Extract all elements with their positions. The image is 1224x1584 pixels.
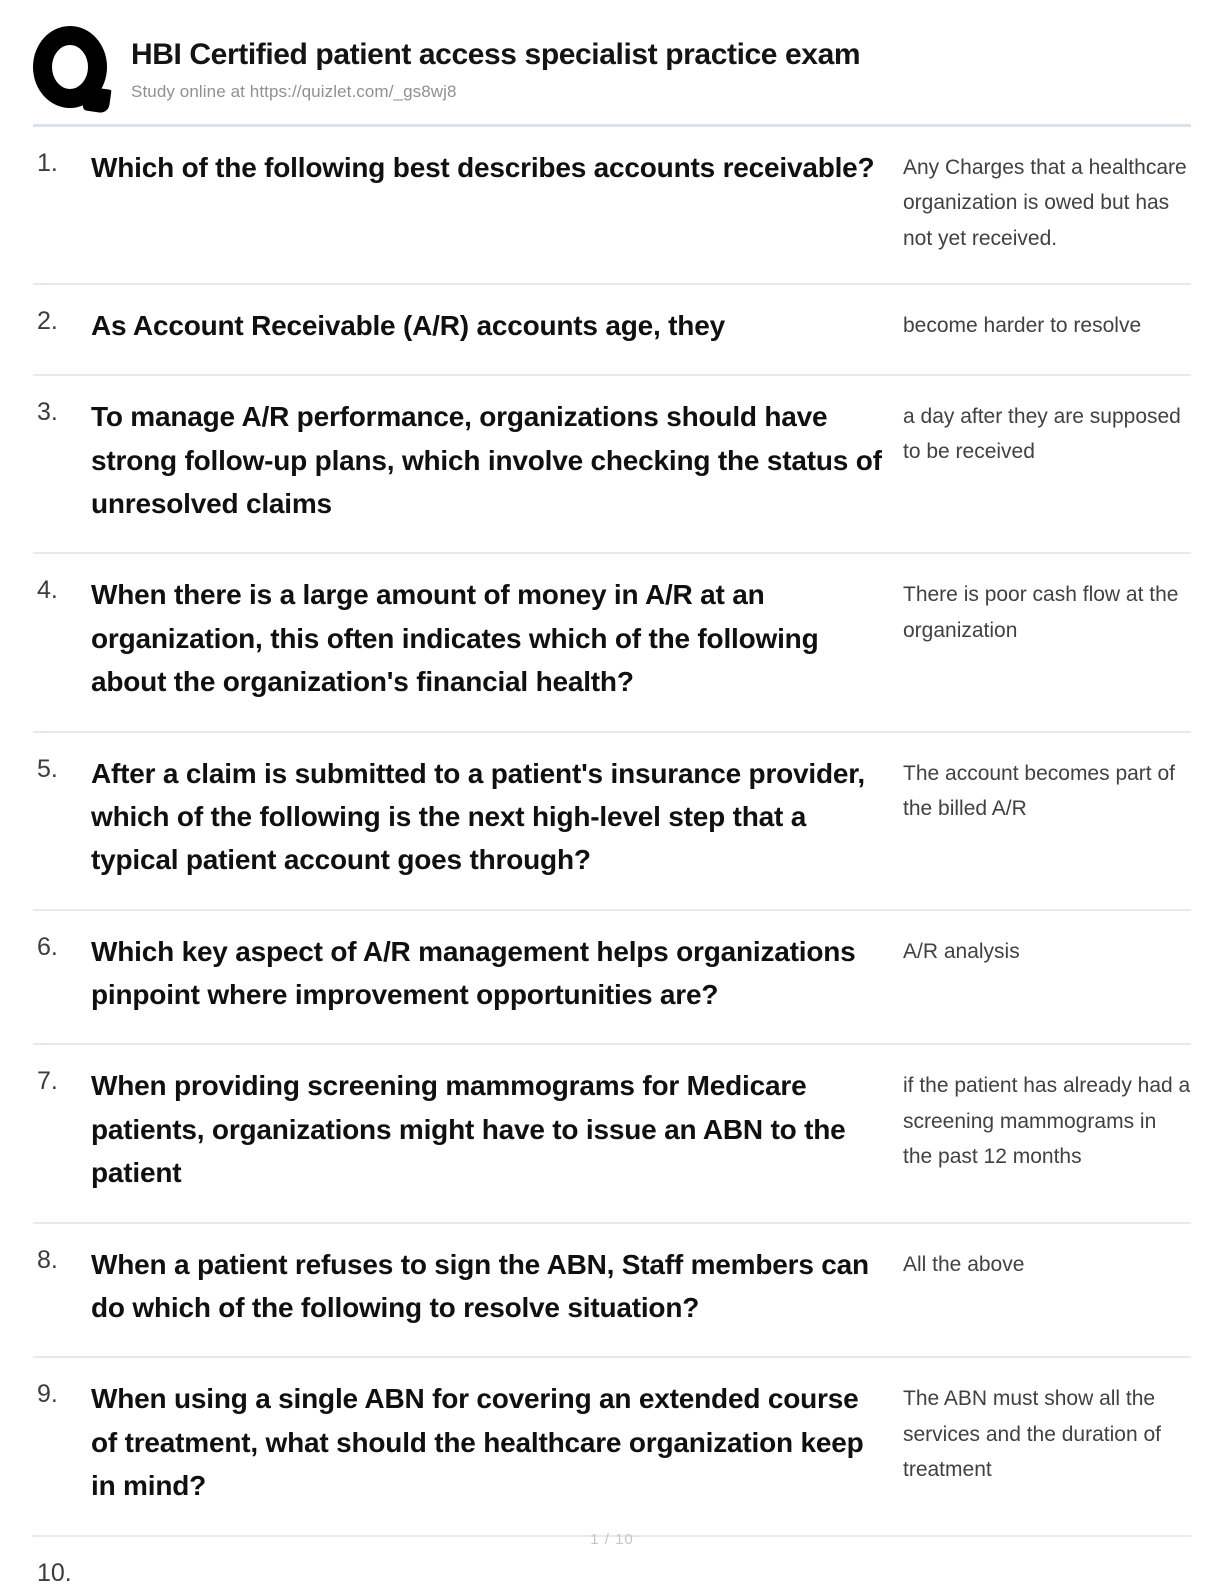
question-number: 1. <box>37 149 58 177</box>
question-text: To manage A/R performance, organizations should have strong follow-up plans, which involve checking the status of unresolved claims <box>91 401 882 519</box>
question-number: 2. <box>37 306 58 335</box>
question-number: 6. <box>37 932 58 961</box>
question-text: As Account Receivable (A/R) accounts age, they <box>91 309 725 341</box>
question-row-7 <box>33 1045 1191 1223</box>
question-row-2 <box>33 285 1191 376</box>
question-number: 10. <box>37 1558 72 1584</box>
question-row-9 <box>33 1358 1191 1536</box>
question-text: When providing screening mammograms for Medicare patients, organizations might have to issue an ABN to the patient <box>91 1070 846 1189</box>
answer-text: A/R analysis <box>903 939 1020 963</box>
question-number: 7. <box>37 1067 58 1096</box>
question-text: When there is a large amount of money in A/R at an organization, this often indicates which of the following about the organization's financial health? <box>91 579 819 698</box>
question-row-1 <box>33 127 1191 285</box>
quizlet-q-tail <box>82 86 111 113</box>
answer-text: There is poor cash flow at the organization <box>903 583 1179 642</box>
question-row-6 <box>33 911 1191 1046</box>
question-row-8 <box>33 1224 1191 1359</box>
question-text: After a claim is submitted to a patient's insurance provider, which of the following is the next high-level step that a typical patient account goes through? <box>91 757 866 876</box>
question-text: Which of the following best describes accounts receivable? <box>91 152 875 183</box>
question-row-3 <box>33 376 1191 554</box>
question-text: Which key aspect of A/R management helps organizations pinpoint where improvement opportunities are? <box>91 935 856 1011</box>
answer-text: a day after they are supposed to be received <box>903 405 1181 464</box>
answer-text: The ABN must show all the services and the duration of treatment <box>903 1387 1161 1481</box>
page-indicator: 1 / 10 <box>590 1531 634 1548</box>
question-row-4 <box>33 554 1191 732</box>
answer-text: All the above <box>903 1252 1025 1276</box>
answer-text: if the patient has already had a screening mammograms in the past 12 months <box>903 1074 1191 1169</box>
question-number: 8. <box>37 1245 58 1274</box>
document-header <box>33 26 1191 127</box>
study-online-link[interactable]: Study online at https://quizlet.com/_gs8wj8 <box>131 81 457 101</box>
question-number: 4. <box>37 576 58 605</box>
question-row-5 <box>33 733 1191 911</box>
question-number: 9. <box>37 1380 58 1409</box>
question-number: 5. <box>37 754 58 783</box>
question-number: 3. <box>37 398 58 427</box>
quizlet-q-icon <box>33 26 111 112</box>
answer-text: The account becomes part of the billed A/R <box>903 761 1175 820</box>
question-text: When using a single ABN for covering an extended course of treatment, what should the healthcare organization keep in mind? <box>91 1383 864 1502</box>
answer-text: Any Charges that a healthcare organization is owed but has not yet received. <box>903 156 1187 250</box>
header-text <box>131 26 860 102</box>
page-title: HBI Certified patient access specialist practice exam <box>131 38 861 71</box>
answer-text <box>903 1556 1191 1560</box>
question-text: When a patient refuses to sign the ABN, Staff members can do which of the following to resolve situation? <box>91 1248 869 1324</box>
answer-text: become harder to resolve <box>903 313 1142 337</box>
question-list <box>33 127 1191 1584</box>
